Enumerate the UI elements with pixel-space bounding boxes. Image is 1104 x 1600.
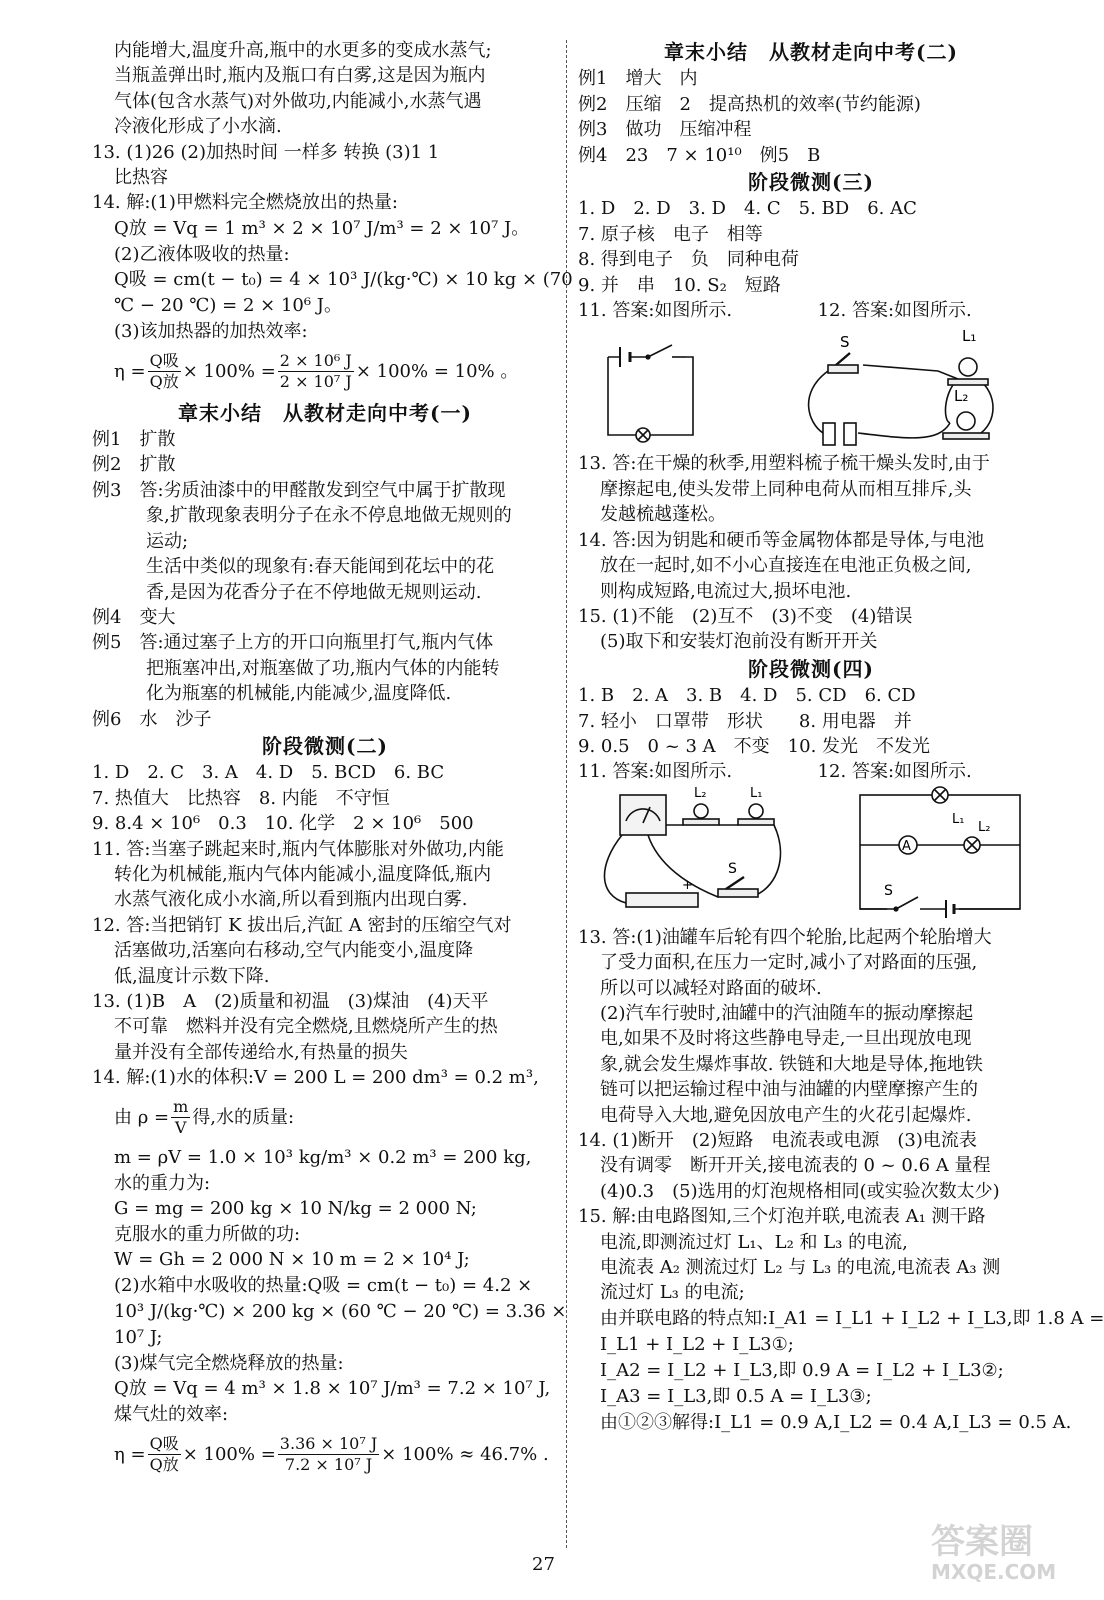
- switch-lever-icon: [726, 877, 744, 889]
- formula-line: I_A3 = I_L3,即 0.5 A = I_L3③;: [600, 1385, 872, 1407]
- figure-caption-row: [578, 759, 1044, 784]
- watermark-top-text: 答案圈: [931, 1521, 1033, 1562]
- text-line: (2)乙液体吸收的热量:: [114, 243, 290, 265]
- formula-line: 10³ J/(kg·℃) × 200 kg × (60 ℃ − 20 ℃) = 3.36 ×: [114, 1300, 567, 1322]
- numerator: 2 × 10⁶ J: [279, 351, 352, 371]
- ammeter-icon: [620, 795, 666, 835]
- denominator: Q放: [149, 372, 179, 392]
- text-line: 例2 压缩 2 提高热机的效率(节约能源): [578, 93, 921, 115]
- text-line: 不可靠 燃料并没有完全燃烧,且燃烧所产生的热: [114, 1016, 498, 1038]
- eq-lhs: η =: [114, 1443, 146, 1465]
- lamp-base-icon: [948, 379, 988, 385]
- text-line: 发越梳越蓬松。: [600, 504, 726, 526]
- text-line: 没有调零 断开开关,接电流表的 0 ~ 0.6 A 量程: [600, 1155, 991, 1177]
- switch-label: S: [884, 882, 893, 899]
- battery-box-icon: [626, 893, 698, 907]
- formula-line: W = Gh = 2 000 N × 10 m = 2 × 10⁴ J;: [114, 1249, 470, 1271]
- text-line: 7. 原子核 电子 相等: [578, 223, 763, 245]
- switch-lever-icon: [836, 353, 850, 365]
- text-line: (3)煤气完全燃烧释放的热量:: [114, 1352, 344, 1374]
- circuit-diagrams-stage4: [578, 785, 1044, 925]
- formula-line: I_A2 = I_L2 + I_L3,即 0.9 A = I_L2 + I_L3②;: [600, 1359, 1004, 1381]
- circuit-wire: [858, 423, 950, 438]
- switch-label: S: [728, 860, 737, 877]
- text-line: 煤气灶的效率:: [114, 1404, 229, 1426]
- watermark-icon: [923, 1515, 1073, 1585]
- switch-base-icon: [718, 889, 758, 897]
- text-line: 克服水的重力所做的功:: [114, 1224, 301, 1246]
- formula-line: Q放 = Vq = 4 m³ × 1.8 × 10⁷ J/m³ = 7.2 × 10⁷ J,: [114, 1378, 551, 1400]
- text-line: (4)0.3 (5)选用的灯泡规格相同(或实验次数太少): [600, 1180, 1000, 1202]
- intro-paragraph: [92, 38, 558, 140]
- text-line: 则构成短路,电流过大,损坏电池.: [600, 580, 852, 602]
- formula-line: Q吸 = cm(t − t₀) = 4 × 10³ J/(kg·℃) × 10 kg × (70: [114, 269, 573, 291]
- formula-line: Q放 = Vq = 1 m³ × 2 × 10⁷ J/m³ = 2 × 10⁷ J。: [114, 217, 530, 239]
- lamp-base-icon: [738, 819, 774, 825]
- circuit-diagrams-stage3: [578, 323, 1044, 451]
- lamp-l2-label: L₂: [978, 819, 991, 835]
- bulb-l2-icon: [694, 804, 708, 818]
- text-line: 7. 热值大 比热容 8. 内能 不守恒: [92, 787, 390, 809]
- bulb-l1-icon: [959, 358, 977, 376]
- answer-12-label: 12. 答案:如图所示.: [817, 300, 972, 322]
- text-line: 电流表 A₂ 测流过灯 L₂ 与 L₃ 的电流,电流表 A₃ 测: [600, 1257, 1001, 1279]
- text-line: 9. 并 串 10. S₂ 短路: [578, 274, 781, 296]
- text-line: 摩擦起电,使头发带上同种电荷从而相互排斥,头: [600, 478, 972, 500]
- switch-base-icon: [828, 365, 858, 373]
- efficiency-equation: [92, 1428, 558, 1482]
- fraction: [148, 1434, 181, 1475]
- text-line: 气体(包含水蒸气)对外做功,内能减小,水蒸气遇: [114, 90, 482, 112]
- examples-block: [578, 66, 1044, 168]
- stage2-block: [92, 760, 567, 1481]
- fraction: [171, 1097, 190, 1138]
- text-line: 了受力面积,在压力一定时,减小了对路面的压强,: [600, 952, 978, 974]
- text-line: 例2 扩散: [92, 454, 176, 476]
- bulb-l2-icon: [957, 412, 975, 430]
- text-line: 比热容: [114, 167, 168, 189]
- formula-line: 10⁷ J;: [114, 1326, 163, 1348]
- lamp-l1-label: L₁: [952, 811, 965, 827]
- formula-line: I_L1 + I_L2 + I_L3①;: [600, 1333, 794, 1355]
- battery-cell-icon: [844, 423, 856, 445]
- text-line: 例1 扩散: [92, 429, 176, 451]
- text-line: 11. 答:当塞子跳起来时,瓶内气体膨胀对外做功,内能: [92, 838, 504, 860]
- text-line: 例4 23 7 × 10¹⁰ 例5 B: [578, 144, 821, 166]
- eq-rhs: × 100% ≈ 46.7% .: [381, 1443, 549, 1465]
- section-heading: 章末小结 从教材走向中考(一): [178, 400, 472, 425]
- text-line: 9. 0.5 0 ~ 3 A 不变 10. 发光 不发光: [578, 735, 931, 757]
- bulb-l1-icon: [749, 804, 763, 818]
- text-line: 15. (1)不能 (2)互不 (3)不变 (4)错误: [578, 605, 913, 627]
- formula-line: G = mg = 200 kg × 10 N/kg = 2 000 N;: [114, 1198, 477, 1220]
- text-line: 例6 水 沙子: [92, 708, 212, 730]
- lamp-l1-label: L₁: [750, 785, 763, 801]
- answer-11-label: 11. 答案:如图所示.: [578, 300, 733, 322]
- text-line: 冷液化形成了小水滴.: [114, 116, 282, 138]
- section-heading: 阶段微测(三): [748, 170, 874, 195]
- stage4-figures: [578, 785, 1044, 925]
- stage3-block: [578, 196, 1044, 323]
- text-line: 运动;: [146, 530, 189, 552]
- eq-lhs: η =: [114, 360, 146, 382]
- text-line: 电,如果不及时将这些静电导走,一旦出现放电现: [600, 1028, 972, 1050]
- text-line: 放在一起时,如不小心直接连在电池正负极之间,: [600, 555, 972, 577]
- text-line: 14. (1)断开 (2)短路 电流表或电源 (3)电流表: [578, 1130, 977, 1151]
- text-line: 当瓶盖弹出时,瓶内及瓶口有白雾,这是因为瓶内: [114, 65, 486, 87]
- text-line: 7. 轻小 口罩带 形状 8. 用电器 并: [578, 710, 912, 732]
- text-line: 电流,即测流过灯 L₁、L₂ 和 L₃ 的电流,: [600, 1231, 908, 1253]
- text-line: 低,温度计示数下降.: [114, 965, 270, 987]
- circuit-wire: [608, 357, 693, 435]
- text-line: 14. 解:(1)甲燃料完全燃烧放出的热量:: [92, 192, 398, 214]
- text-line: 14. 答:因为钥匙和硬币等金属物体都是导体,与电池: [578, 529, 985, 551]
- battery-cell-icon: [823, 423, 835, 445]
- text-line: 例4 变大: [92, 606, 176, 628]
- stage3-figures: [578, 323, 1044, 451]
- lamp-l1-label: L₁: [962, 327, 977, 346]
- watermark-bottom-text: MXQE.COM: [931, 1559, 1057, 1584]
- formula-line: ℃ − 20 ℃) = 2 × 10⁶ J。: [114, 295, 343, 317]
- plus-terminal-label: +: [682, 877, 693, 893]
- circuit-wire: [604, 835, 626, 903]
- section-heading: 阶段微测(二): [262, 733, 388, 758]
- lamp-base-icon: [683, 819, 719, 825]
- text-line: 水蒸气液化成小水滴,所以看到瓶内出现白雾.: [114, 889, 468, 911]
- fraction: [278, 351, 354, 392]
- stage4b-block: [578, 925, 1104, 1436]
- formula-line: 由①②③解得:I_L1 = 0.9 A,I_L2 = 0.4 A,I_L3 = 0.5 A.: [600, 1411, 1072, 1433]
- text-line: 链可以把运输过程中油与油罐的内壁摩擦产生的: [600, 1079, 978, 1101]
- text-line: 内能增大,温度升高,瓶中的水更多的变成水蒸气;: [114, 40, 492, 61]
- text-line: 1. D 2. C 3. A 4. D 5. BCD 6. BC: [92, 762, 445, 784]
- text-line: 生活中类似的现象有:春天能闻到花坛中的花: [146, 556, 495, 578]
- numerator: 3.36 × 10⁷ J: [279, 1434, 378, 1454]
- text-line: 例3 做功 压缩冲程: [578, 119, 752, 141]
- answer-14: [92, 190, 573, 398]
- text-line: (5)取下和安装灯泡前没有断开开关: [600, 631, 878, 653]
- page-number: 27: [532, 1554, 555, 1575]
- formula-line: 由并联电路的特点知:I_A1 = I_L1 + I_L2 + I_L3,即 1.8 A =: [600, 1307, 1104, 1329]
- text-line: (3)该加热器的加热效率:: [114, 321, 308, 343]
- switch-blade-icon: [648, 345, 672, 357]
- lamp-l2-label: L₂: [954, 387, 969, 406]
- denominator: 2 × 10⁷ J: [279, 372, 352, 392]
- right-column: [578, 38, 1104, 1436]
- text-line: 15. 解:由电路图知,三个灯泡并联,电流表 A₁ 测干路: [578, 1206, 986, 1228]
- examples-block: [92, 427, 558, 732]
- left-column: [92, 38, 573, 1482]
- text-line: 电荷导入大地,避免因放电产生的火花引起爆炸.: [600, 1104, 972, 1126]
- text-line: 所以可以减轻对路面的破坏.: [600, 977, 822, 999]
- fraction: [278, 1434, 379, 1475]
- figure-caption-row: [578, 298, 1044, 323]
- eq-pre: 由 ρ =: [114, 1106, 170, 1128]
- numerator: Q吸: [149, 351, 179, 371]
- switch-label: S: [840, 333, 850, 352]
- circuit-wire: [863, 365, 958, 379]
- text-line: 转化为机械能,瓶内气体内能减小,温度降低,瓶内: [114, 863, 492, 885]
- text-line: (2)水箱中水吸收的热量:Q吸 = cm(t − t₀) = 4.2 ×: [114, 1275, 533, 1297]
- text-line: 例1 增大 内: [578, 68, 698, 90]
- text-line: 13. (1)B A (2)质量和初温 (3)煤油 (4)天平: [92, 991, 489, 1012]
- eq-mid: × 100% =: [182, 360, 276, 382]
- text-line: 例5 答:通过塞子上方的开口向瓶里打气,瓶内气体: [92, 632, 494, 654]
- lamp-l2-label: L₂: [694, 785, 707, 801]
- text-line: 1. D 2. D 3. D 4. C 5. BD 6. AC: [578, 198, 917, 220]
- section-heading: 章末小结 从教材走向中考(二): [664, 40, 958, 64]
- circuit-wire: [978, 379, 993, 435]
- text-line: 9. 8.4 × 10⁶ 0.3 10. 化学 2 × 10⁶ 500: [92, 813, 474, 835]
- answer-13: [92, 140, 558, 191]
- text-line: 14. 解:(1)水的体积:V = 200 L = 200 dm³ = 0.2 m³,: [92, 1067, 539, 1089]
- text-line: 香,是因为花香分子在不停地做无规则运动.: [146, 581, 482, 603]
- answer-11-label: 11. 答案:如图所示.: [578, 761, 733, 783]
- circuit-wire: [756, 825, 780, 895]
- watermark-logo: [923, 1515, 1073, 1592]
- text-line: 水的重力为:: [114, 1172, 211, 1194]
- efficiency-equation: [92, 345, 558, 399]
- numerator: m: [173, 1097, 189, 1117]
- text-line: 12. 答:当把销钉 K 拔出后,汽缸 A 密封的压缩空气对: [92, 914, 512, 936]
- numerator: Q吸: [149, 1434, 179, 1454]
- text-line: 1. B 2. A 3. B 4. D 5. CD 6. CD: [578, 685, 916, 707]
- lamp-base-icon: [943, 433, 989, 439]
- text-line: 8. 得到电子 负 同种电荷: [578, 249, 799, 271]
- text-line: 例3 答:劣质油漆中的甲醛散发到空气中属于扩散现: [92, 479, 506, 501]
- eq-mid: × 100% =: [182, 1443, 276, 1465]
- ammeter-label: A: [902, 838, 911, 854]
- text-line: 活塞做功,活塞向右移动,空气内能变小,温度降: [114, 940, 474, 962]
- text-line: 13. 答:(1)油罐车后轮有四个轮胎,比起两个轮胎增大: [578, 926, 992, 948]
- text-line: 13. 答:在干燥的秋季,用塑料梳子梳干燥头发时,由于: [578, 453, 990, 475]
- text-line: 流过灯 L₃ 的电流;: [600, 1282, 745, 1304]
- formula-line: m = ρV = 1.0 × 10³ kg/m³ × 0.2 m³ = 200 kg,: [114, 1146, 532, 1168]
- answer-12-label: 12. 答案:如图所示.: [817, 761, 972, 783]
- denominator: 7.2 × 10⁷ J: [284, 1455, 373, 1475]
- stage3b-block: [578, 451, 1044, 654]
- stage4-block: [578, 683, 1044, 785]
- denominator: Q放: [149, 1455, 179, 1475]
- text-line: 象,扩散现象表明分子在永不停息地做无规则的: [146, 505, 512, 527]
- fraction: [148, 351, 181, 392]
- density-equation: [92, 1091, 558, 1145]
- section-heading: 阶段微测(四): [748, 656, 874, 681]
- text-line: (2)汽车行驶时,油罐中的汽油随车的振动摩擦起: [600, 1002, 974, 1024]
- text-line: 量并没有全部传递给水,有热量的损失: [114, 1041, 408, 1063]
- text-line: 象,就会发生爆炸事故. 铁链和大地是导体,拖地铁: [600, 1053, 983, 1075]
- text-line: 化为瓶塞的机械能,内能减少,温度降低.: [146, 683, 452, 705]
- eq-post: 得,水的质量:: [192, 1106, 295, 1128]
- text-line: 把瓶塞冲出,对瓶塞做了功,瓶内气体的内能转: [146, 657, 500, 679]
- text-line: 13. (1)26 (2)加热时间 一样多 转换 (3)1 1: [92, 141, 440, 163]
- denominator: V: [174, 1118, 187, 1138]
- eq-rhs: × 100% = 10% 。: [355, 360, 519, 382]
